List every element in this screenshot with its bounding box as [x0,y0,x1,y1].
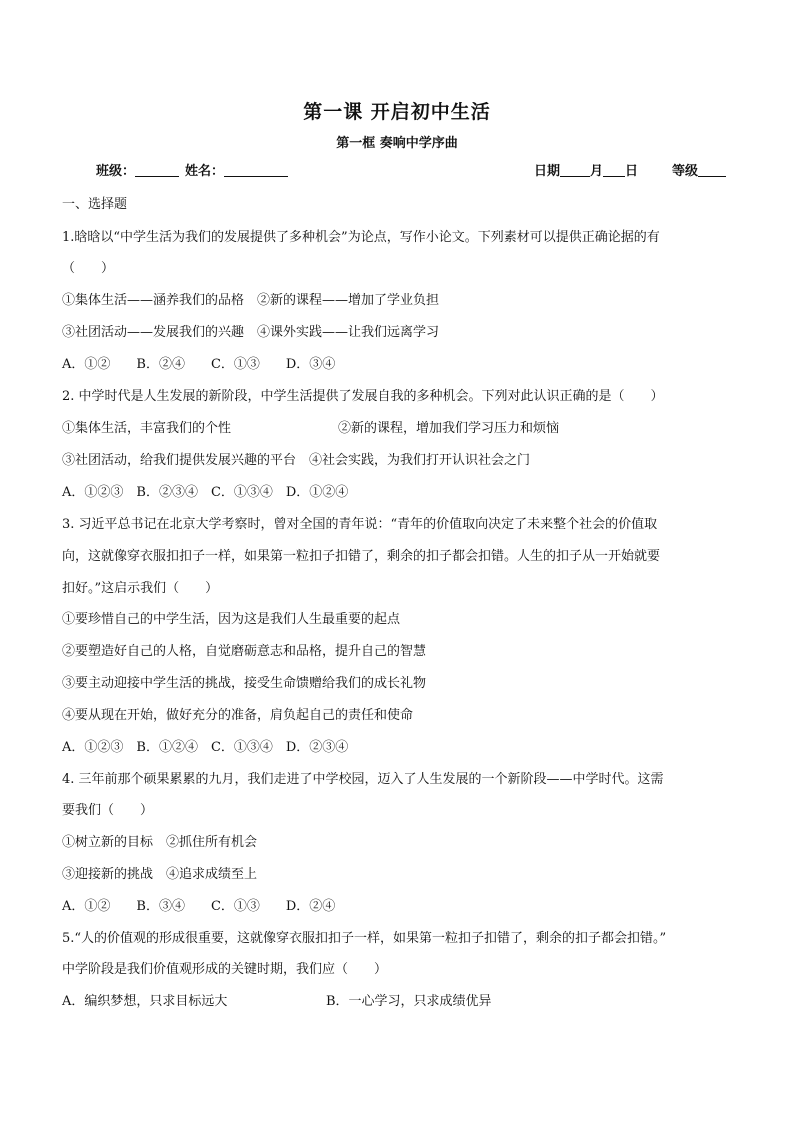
q5-stem-line2: 中学阶段是我们价值观形成的关键时期，我们应（ ） [62,962,388,977]
q2-answer-choices: A．①②③ B．②③④ C．①③④ D．①②④ [62,485,349,500]
q1-options-row2: ③社团活动——发展我们的兴趣 ④课外实践——让我们远离学习 [62,325,440,340]
q3-option-3: ③要主动迎接中学生活的挑战，接受生命馈赠给我们的成长礼物 [62,676,427,691]
class-label: 班级： [96,164,136,179]
q3-answer-choices: A．①②③ B．①②④ C．①③④ D．②③④ [62,740,349,755]
q1-stem-line2: （ ） [62,261,115,276]
month-blank [560,162,590,177]
page-title: 第一课 开启初中生活 [303,101,491,123]
q2-options-row2: ③社团活动，给我们提供发展兴趣的平台 ④社会实践，为我们打开认识社会之门 [62,453,531,468]
q5-stem-line1: 5.“人的价值观的形成很重要，这就像穿衣服扣扣子一样，如果第一粒扣子扣错了，剩余的扣子都会扣错。” [62,931,667,946]
q1-options-row1: ①集体生活——涵养我们的品格 ②新的课程——增加了学业负担 [62,293,440,308]
q1-stem-line1: 1.晗晗以“中学生活为我们的发展提供了多种机会”为论点，写作小论文。下列素材可以提供正确论据的有 [62,230,660,245]
q1-answer-choices: A．①② B．②④ C．①③ D．③④ [62,357,336,372]
day-blank [603,162,625,177]
q2-options-row1 [62,419,742,439]
q2-option-1: ①集体生活，丰富我们的个性 [62,421,232,436]
q4-stem-line1: 4. 三年前那个硕果累累的九月，我们走进了中学校园，迈入了人生发展的一个新阶段——中学时代。这需 [62,772,664,787]
date-grade-fields [534,160,726,179]
q4-options-row2: ③迎接新的挑战 ④追求成绩至上 [62,867,258,882]
q4-answer-choices: A．①② B．③④ C．①③ D．②④ [62,899,336,914]
student-info-row [96,160,726,182]
page-subtitle: 第一框 奏响中学序曲 [336,136,458,151]
q3-option-2: ②要塑造好自己的人格，自觉磨砺意志和品格，提升自己的智慧 [62,644,427,659]
q3-stem-line2: 向，这就像穿衣服扣扣子一样，如果第一粒扣子扣错了，剩余的扣子都会扣错。人生的扣子从一开始就要 [62,549,661,564]
q3-option-1: ①要珍惜自己的中学生活，因为这是我们人生最重要的起点 [62,612,401,627]
q3-option-4: ④要从现在开始，做好充分的准备，肩负起自己的责任和使命 [62,708,414,723]
date-label: 日期 [533,164,560,179]
q4-stem-line2: 要我们（ ） [62,803,154,818]
q3-stem-line3: 扣好。”这启示我们（ ） [62,581,219,596]
q2-option-2: ②新的课程，增加我们学习压力和烦恼 [338,421,560,436]
name-blank [224,162,288,177]
q5-options-row1 [62,992,742,1012]
grade-blank [698,162,726,177]
section-title: 一、选择题 [62,197,128,212]
q5-option-b: B．一心学习，只求成绩优异 [326,994,492,1009]
class-blank [135,162,179,177]
q2-stem-line1: 2. 中学时代是人生发展的新阶段，中学生活提供了发展自我的多种机会。下列对此认识正确的是（ ） [62,389,664,404]
grade-label: 等级 [671,164,698,179]
q3-stem-line1: 3. 习近平总书记在北京大学考察时，曾对全国的青年说：“青年的价值取向决定了未来整个社会的价值取 [62,517,658,532]
q4-options-row1: ①树立新的目标 ②抓住所有机会 [62,835,258,850]
month-label: 月 [589,164,603,179]
class-name-fields [96,160,288,179]
day-label: 日 [624,164,638,179]
q5-option-a: A．编织梦想，只求目标远大 [62,994,228,1009]
name-label: 姓名： [185,164,225,179]
